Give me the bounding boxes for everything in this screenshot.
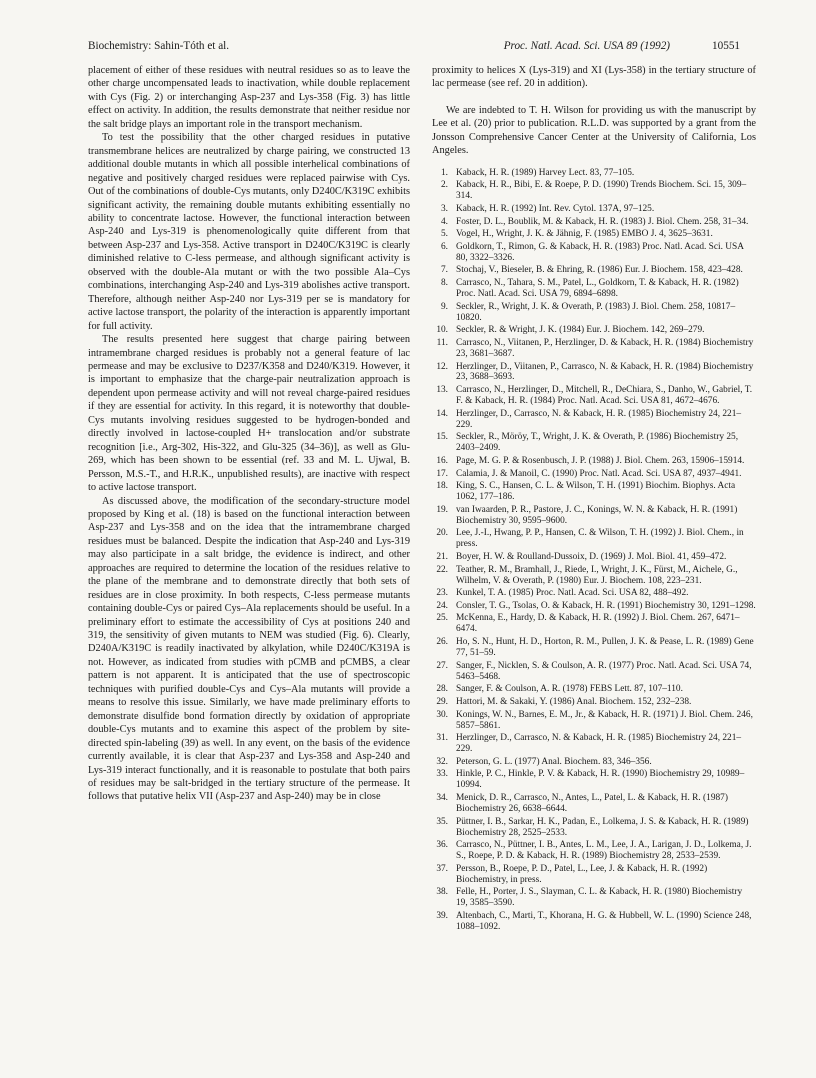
body-paragraph-1: placement of either of these residues with neutral residues so as to leave the other charge uncompensated leads to inactivation, while double replacement with Cys (Fig. 2) or interchanging Asp-237 and Lys-358 (Fig. 3) has little effect on activity. In addition, the results demonstrate that neither residue nor the salt bridge plays an important role in the transport mechanism. bbox=[88, 65, 410, 130]
reference-text: Kunkel, T. A. (1985) Proc. Natl. Acad. Sci. USA 82, 488–492. bbox=[456, 588, 689, 599]
reference-item bbox=[432, 302, 756, 324]
reference-text: Stochaj, V., Bieseler, B. & Ehring, R. (1986) Eur. J. Biochem. 158, 423–428. bbox=[456, 265, 743, 276]
reference-number: 24. bbox=[436, 600, 448, 611]
reference-number: 18. bbox=[436, 481, 448, 492]
right-column bbox=[432, 64, 756, 935]
reference-number: 38. bbox=[436, 887, 448, 898]
reference-number: 32. bbox=[436, 756, 448, 767]
reference-item bbox=[432, 601, 756, 612]
body-paragraph-5: proximity to helices X (Lys-319) and XI (Lys-358) in the tertiary structure of lac permease (see ref. 20 in addition). bbox=[432, 65, 756, 90]
reference-item bbox=[432, 168, 756, 179]
reference-item bbox=[432, 278, 756, 300]
reference-item bbox=[432, 229, 756, 240]
reference-text: Calamia, J. & Manoil, C. (1990) Proc. Natl. Acad. Sci. USA 87, 4937–4941. bbox=[456, 468, 742, 479]
reference-item bbox=[432, 481, 756, 503]
reference-number: 28. bbox=[436, 684, 448, 695]
reference-text: Menick, D. R., Carrasco, N., Antes, L., Patel, L. & Kaback, H. R. (1987) Biochemistry 26, 6638–6644. bbox=[456, 792, 728, 814]
reference-text: Teather, R. M., Bramhall, J., Riede, I., Wright, J. K., Fürst, M., Aichele, G., Wilhelm, V. & Overath, P. (1980) Eur. J. Biochem. 108, 223–231. bbox=[456, 564, 738, 586]
reference-number: 37. bbox=[436, 863, 448, 874]
reference-number: 21. bbox=[436, 551, 448, 562]
reference-text: Goldkorn, T., Rimon, G. & Kaback, H. R. (1983) Proc. Natl. Acad. Sci. USA 80, 3322–3326. bbox=[456, 241, 744, 263]
reference-text: Vogel, H., Wright, J. K. & Jähnig, F. (1985) EMBO J. 4, 3625–3631. bbox=[456, 229, 713, 240]
reference-text: Consler, T. G., Tsolas, O. & Kaback, H. R. (1991) Biochemistry 30, 1291–1298. bbox=[456, 600, 756, 611]
reference-text: Carrasco, N., Viitanen, P., Herzlinger, D. & Kaback, H. R. (1984) Biochemistry 23, 3681–3687. bbox=[456, 337, 754, 359]
reference-item bbox=[432, 697, 756, 708]
reference-item bbox=[432, 864, 756, 886]
reference-item bbox=[432, 432, 756, 454]
reference-text: Boyer, H. W. & Roulland-Dussoix, D. (1969) J. Mol. Biol. 41, 459–472. bbox=[456, 551, 727, 562]
reference-item bbox=[432, 469, 756, 480]
reference-text: Püttner, I. B., Sarkar, H. K., Padan, E., Lolkema, J. S. & Kaback, H. R. (1989) Biochemistry 28, 2525–2533. bbox=[456, 816, 749, 838]
reference-item bbox=[432, 552, 756, 563]
reference-number: 8. bbox=[440, 278, 448, 289]
reference-item bbox=[432, 217, 756, 228]
reference-text: Kaback, H. R. (1992) Int. Rev. Cytol. 137A, 97–125. bbox=[456, 203, 655, 214]
reference-text: Carrasco, N., Tahara, S. M., Patel, L., Goldkorn, T. & Kaback, H. R. (1982) Proc. Natl. Acad. Sci. USA 79, 6894–6898. bbox=[456, 278, 739, 300]
reference-number: 22. bbox=[436, 564, 448, 575]
reference-text: Kaback, H. R. (1989) Harvey Lect. 83, 77–105. bbox=[456, 167, 635, 178]
reference-number: 2. bbox=[440, 180, 448, 191]
reference-text: Herzlinger, D., Carrasco, N. & Kaback, H. R. (1985) Biochemistry 24, 221–229. bbox=[456, 733, 742, 755]
reference-number: 3. bbox=[440, 203, 448, 214]
reference-item bbox=[432, 793, 756, 815]
reference-item bbox=[432, 204, 756, 215]
reference-item bbox=[432, 505, 756, 527]
reference-item bbox=[432, 180, 756, 202]
reference-text: Felle, H., Porter, J. S., Slayman, C. L. & Kaback, H. R. (1980) Biochemistry 19, 3585–3590. bbox=[456, 887, 743, 909]
reference-text: Persson, B., Roepe, P. D., Patel, L., Lee, J. & Kaback, H. R. (1992) Biochemistry, in press. bbox=[456, 863, 708, 885]
reference-number: 7. bbox=[440, 265, 448, 276]
reference-number: 9. bbox=[440, 301, 448, 312]
reference-text: Ho, S. N., Hunt, H. D., Horton, R. M., Pullen, J. K. & Pease, L. R. (1989) Gene 77, 51–59. bbox=[456, 637, 754, 659]
reference-text: Lee, J.-I., Hwang, P. P., Hansen, C. & Wilson, T. H. (1992) J. Biol. Chem., in press. bbox=[456, 528, 744, 550]
reference-number: 17. bbox=[436, 468, 448, 479]
reference-list bbox=[432, 168, 756, 933]
acknowledgments: We are indebted to T. H. Wilson for providing us with the manuscript by Lee et al. (20) prior to publication. R.L.D. was supported by a grant from the Jonsson Comprehensive Cancer Center at the University of California, Los Angeles. bbox=[432, 104, 756, 157]
reference-number: 31. bbox=[436, 733, 448, 744]
reference-item bbox=[432, 887, 756, 909]
reference-item bbox=[432, 385, 756, 407]
reference-number: 26. bbox=[436, 637, 448, 648]
reference-number: 1. bbox=[440, 167, 448, 178]
reference-item bbox=[432, 817, 756, 839]
reference-number: 30. bbox=[436, 709, 448, 720]
running-header-right bbox=[504, 40, 740, 52]
reference-text: King, S. C., Hansen, C. L. & Wilson, T. H. (1991) Biochim. Biophys. Acta 1062, 177–186. bbox=[456, 481, 736, 503]
reference-number: 39. bbox=[436, 910, 448, 921]
reference-item bbox=[432, 242, 756, 264]
reference-number: 19. bbox=[436, 504, 448, 515]
reference-item bbox=[432, 733, 756, 755]
running-header-authors: Biochemistry: Sahin-Tóth et al. bbox=[88, 40, 230, 52]
body-paragraph-2: To test the possibility that the other charged residues in putative transmembrane helices are neutralized by charge pairing, we constructed 13 additional double mutants in which all possible interhelical combinations of negative and positively charged residues were replaced pairwise with Cys. Out of the combinations of double-Cys mutants, only D240C/K319C exhibits significant activity, the remaining double mutants exhibiting essentially no ability to concentrate lactose. However, the functional interaction between Asp-240 and Lys-319 is phenomenologically quite different from that between Asp-237 and Lys-358. Active transport in D240C/K319C is clearly diminished relative to C-less permease, and although significant activity is observed with the double-Ala mutant or with the two possible Ala–Cys combinations, interchanging Asp-240 and Lys-319 abolishes active transport. Therefore, although neither Asp-240 nor Lys-319 per se is mandatory for active lactose transport, the polarity of the interaction is apparently important for full activity. bbox=[88, 132, 410, 332]
reference-item bbox=[432, 613, 756, 635]
reference-text: Seckler, R., Möröy, T., Wright, J. K. & Overath, P. (1986) Biochemistry 25, 2403–2409. bbox=[456, 432, 739, 454]
reference-number: 35. bbox=[436, 816, 448, 827]
reference-number: 13. bbox=[436, 385, 448, 396]
reference-item bbox=[432, 362, 756, 384]
reference-text: Herzlinger, D., Viitanen, P., Carrasco, N. & Kaback, H. R. (1984) Biochemistry 23, 3688–3693. bbox=[456, 361, 754, 383]
reference-item bbox=[432, 769, 756, 791]
reference-text: Carrasco, N., Püttner, I. B., Antes, L. M., Lee, J. A., Larigan, J. D., Lolkema, J. S., Roepe, P. D. & Kaback, H. R. (1989) Biochemistry 28, 2533–2539. bbox=[456, 840, 752, 862]
reference-item bbox=[432, 710, 756, 732]
reference-number: 10. bbox=[436, 325, 448, 336]
reference-item bbox=[432, 325, 756, 336]
reference-item bbox=[432, 661, 756, 683]
journal-citation: Proc. Natl. Acad. Sci. USA 89 (1992) bbox=[503, 40, 671, 52]
reference-item bbox=[432, 588, 756, 599]
body-paragraph-4: As discussed above, the modification of the secondary-structure model proposed by King et al. (18) is based on the functional interaction between Asp-237 and Lys-358 and on the idea that the intramembrane charged residues must be balanced. Despite the indication that Asp-240 and Lys-319 may also participate in a salt bridge, the evidence is indirect, and other approaches are required to determine the location of the residues relative to the plane of the membrane and to demonstrate directly that both sets of residues are in close proximity. In both respects, C-less permease mutants containing double-Cys or paired Cys–Ala replacements should be useful. In a preliminary effort to estimate the accessibility of Cys at positions 240 and 319, the sensitivity of given mutants to NEM was studied (Fig. 6). Clearly, D240A/K319C is readily inactivated by alkylation, while D240C/K319A is not. However, as indicated from studies with pCMB and pCMBS, a clear pattern is not apparent. It is anticipated that the use of spectroscopic techniques with purified double-Cys and Cys–Ala mutants will provide a means to resolve this issue. Similarly, we have made preliminary efforts to demonstrate disulfide bond formation directly by oxidation of appropriate double-Cys mutants and to examine this aspect of the problem by site-directed spin-labeling (39) as well. In any event, on the basis of the evidence currently available, it is clear that Asp-237 and Lys-358 and Asp-240 and Lys-319 interact functionally, and it is reasonable to postulate that both pairs of residues may be salt-bridged in the tertiary structure of the permease. It follows that putative helix VII (Asp-237 and Asp-240) may be in close bbox=[88, 495, 410, 803]
page-number: 10551 bbox=[712, 40, 740, 52]
reference-number: 5. bbox=[440, 229, 448, 240]
reference-item bbox=[432, 637, 756, 659]
reference-text: Hinkle, P. C., Hinkle, P. V. & Kaback, H. R. (1990) Biochemistry 29, 10989–10994. bbox=[456, 769, 745, 791]
reference-text: Peterson, G. L. (1977) Anal. Biochem. 83, 346–356. bbox=[456, 756, 652, 767]
reference-number: 15. bbox=[436, 432, 448, 443]
reference-text: van Iwaarden, P. R., Pastore, J. C., Konings, W. N. & Kaback, H. R. (1991) Biochemistry 30, 9595–9600. bbox=[456, 504, 738, 526]
reference-number: 4. bbox=[440, 216, 448, 227]
reference-number: 33. bbox=[436, 769, 448, 780]
running-header bbox=[88, 40, 740, 56]
reference-number: 29. bbox=[436, 696, 448, 707]
reference-text: Herzlinger, D., Carrasco, N. & Kaback, H. R. (1985) Biochemistry 24, 221–229. bbox=[456, 408, 742, 430]
reference-number: 6. bbox=[440, 241, 448, 252]
reference-item bbox=[432, 409, 756, 431]
reference-text: Hattori, M. & Sakaki, Y. (1986) Anal. Biochem. 152, 232–238. bbox=[456, 696, 692, 707]
reference-text: Sanger, F., Nicklen, S. & Coulson, A. R. (1977) Proc. Natl. Acad. Sci. USA 74, 5463–5468. bbox=[456, 660, 752, 682]
reference-number: 20. bbox=[436, 528, 448, 539]
reference-text: Seckler, R., Wright, J. K. & Overath, P. (1983) J. Biol. Chem. 258, 10817–10820. bbox=[456, 301, 736, 323]
reference-number: 12. bbox=[436, 361, 448, 372]
reference-item bbox=[432, 684, 756, 695]
reference-number: 23. bbox=[436, 588, 448, 599]
reference-item bbox=[432, 338, 756, 360]
reference-item bbox=[432, 757, 756, 768]
reference-item bbox=[432, 528, 756, 550]
reference-number: 25. bbox=[436, 613, 448, 624]
reference-item bbox=[432, 265, 756, 276]
reference-number: 11. bbox=[436, 337, 448, 348]
reference-text: Kaback, H. R., Bibi, E. & Roepe, P. D. (1990) Trends Biochem. Sci. 15, 309–314. bbox=[456, 180, 747, 202]
reference-item bbox=[432, 565, 756, 587]
reference-number: 36. bbox=[436, 840, 448, 851]
reference-number: 27. bbox=[436, 660, 448, 671]
reference-text: Konings, W. N., Barnes, E. M., Jr., & Kaback, H. R. (1971) J. Biol. Chem. 246, 5857–5861. bbox=[456, 709, 753, 731]
body-paragraph-3: The results presented here suggest that charge pairing between intramembrane charged residues is probably not a general feature of lac permease and may be exclusive to D237/K358 and D240/K319. However, it is important to emphasize that the charge-pair neutralization approach is dependent upon permease activity and will not reveal charge-paired residues if they are essential for activity. In this regard, it is noteworthy that double-Cys mutants involving residues suggested to be hydrogen-bonded and directly involved in lactose-coupled H+ translocation and/or substrate recognition [i.e., Arg-302, His-322, and Glu-325 (34–36)], as well as Glu-269, which has been shown to be essential (ref. 33 and M. L. Ujwal, B. Persson, M.S.-T., and H.R.K., unpublished results), are inactive with respect to active lactose transport. bbox=[88, 334, 410, 494]
reference-item bbox=[432, 456, 756, 467]
reference-item bbox=[432, 840, 756, 862]
reference-text: Carrasco, N., Herzlinger, D., Mitchell, R., DeChiara, S., Danho, W., Gabriel, T. F. & Kaback, H. R. (1984) Proc. Natl. Acad. Sci. USA 81, 4672–4676. bbox=[456, 385, 753, 407]
reference-text: Page, M. G. P. & Rosenbusch, J. P. (1988) J. Biol. Chem. 263, 15906–15914. bbox=[456, 455, 745, 466]
reference-text: Sanger, F. & Coulson, A. R. (1978) FEBS Lett. 87, 107–110. bbox=[456, 684, 683, 695]
reference-number: 34. bbox=[436, 792, 448, 803]
reference-text: McKenna, E., Hardy, D. & Kaback, H. R. (1992) J. Biol. Chem. 267, 6471–6474. bbox=[456, 613, 740, 635]
reference-item bbox=[432, 911, 756, 933]
left-column bbox=[88, 64, 410, 804]
reference-text: Foster, D. L., Boublik, M. & Kaback, H. R. (1983) J. Biol. Chem. 258, 31–34. bbox=[456, 216, 749, 227]
reference-number: 14. bbox=[436, 408, 448, 419]
reference-number: 16. bbox=[436, 455, 448, 466]
reference-text: Altenbach, C., Marti, T., Khorana, H. G. & Hubbell, W. L. (1990) Science 248, 1088–1092. bbox=[456, 910, 752, 932]
reference-text: Seckler, R. & Wright, J. K. (1984) Eur. J. Biochem. 142, 269–279. bbox=[456, 325, 705, 336]
